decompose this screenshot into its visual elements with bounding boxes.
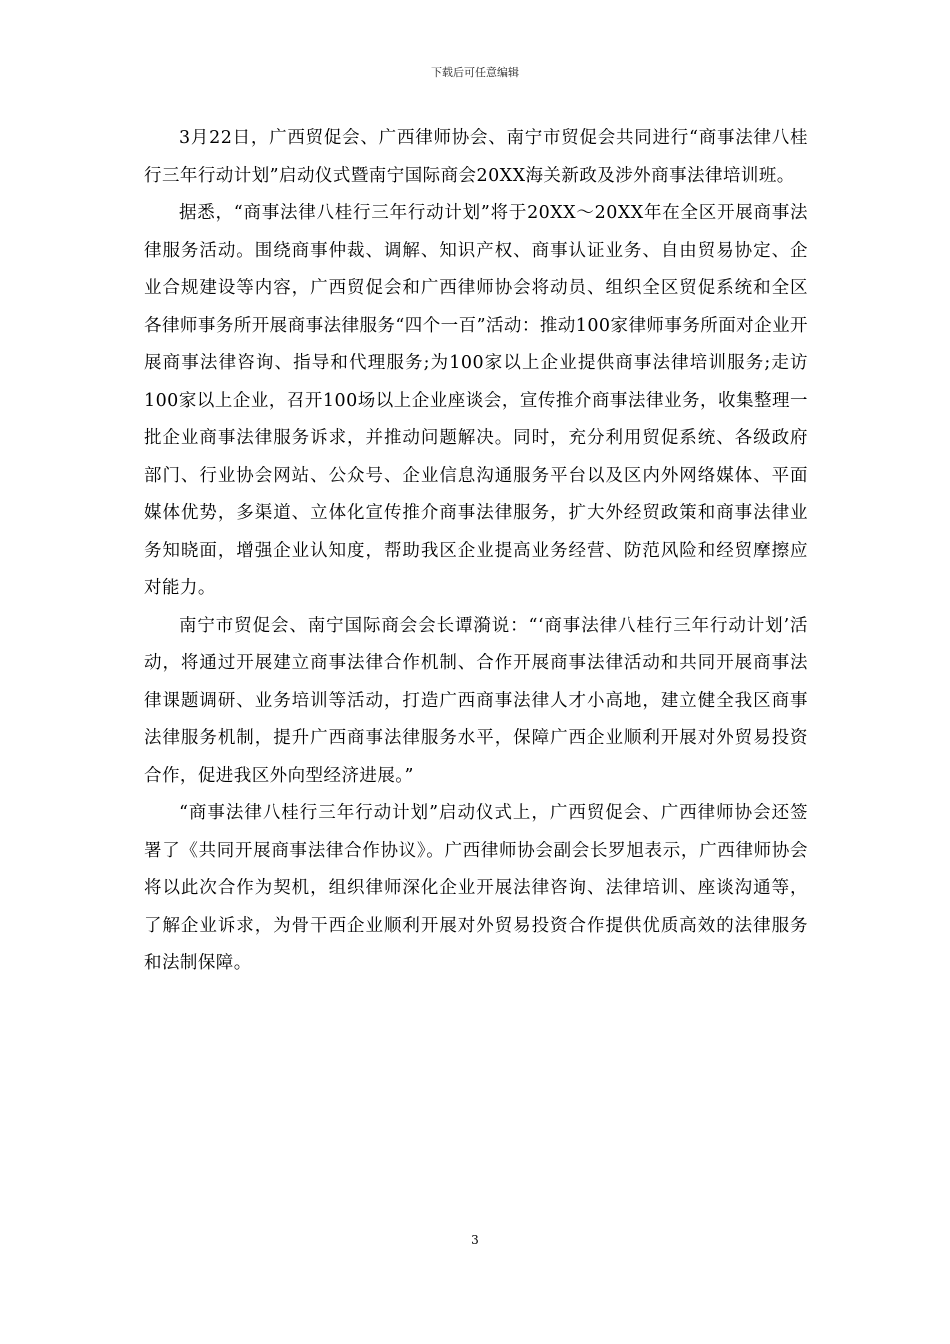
paragraph-president-quote: 南宁市贸促会、南宁国际商会会长谭漪说：“‘商事法律八桂行三年行动计划’活动，将通过开展建立商事法律合作机制、合作开展商事法律活动和共同开展商事法律课题调研、业务培训等活动，打造广西商事法律人才小高地，建立健全我区商事法律服务机制，提升广西商事法律服务水平，保障广西企业顺利开展对外贸易投资合作，促进我区外向型经济进展。” <box>144 615 808 786</box>
page-header: 下载后可任意编辑 <box>431 66 519 79</box>
paragraph-launch-ceremony: 3月22日，广西贸促会、广西律师协会、南宁市贸促会共同进行“商事法律八桂行三年行动计划”启动仪式暨南宁国际商会20XX海关新政及涉外商事法律培训班。 <box>144 128 808 186</box>
document-body <box>144 120 808 983</box>
paragraph-action-plan: 据悉，“商事法律八桂行三年行动计划”将于20XX～20XX年在全区开展商事法律服务活动。围绕商事仲裁、调解、知识产权、商事认证业务、自由贸易协定、企业合规建设等内容，广西贸促会和广西律师协会将动员、组织全区贸促系统和全区各律师事务所开展商事法律服务“四个一百”活动：推动100家律师事务所面对企业开展商事法律咨询、指导和代理服务;为100家以上企业提供商事法律培训服务;走访100家以上企业，召开100场以上企业座谈会，宣传推介商事法律业务，收集整理一批企业商事法律服务诉求，并推动问题解决。同时，充分利用贸促系统、各级政府部门、行业协会网站、公众号、企业信息沟通服务平台以及区内外网络媒体、平面媒体优势，多渠道、立体化宣传推介商事法律服务，扩大外经贸政策和商事法律业务知晓面，增强企业认知度，帮助我区企业提高业务经营、防范风险和经贸摩擦应对能力。 <box>144 203 808 598</box>
paragraph-cooperation-agreement: “商事法律八桂行三年行动计划”启动仪式上，广西贸促会、广西律师协会还签署了《共同开展商事法律合作协议》。广西律师协会副会长罗旭表示，广西律师协会将以此次合作为契机，组织律师深化企业开展法律咨询、法律培训、座谈沟通等，了解企业诉求，为骨干西企业顺利开展对外贸易投资合作提供优质高效的法律服务和法制保障。 <box>144 803 808 973</box>
page-number: 3 <box>471 1233 479 1247</box>
